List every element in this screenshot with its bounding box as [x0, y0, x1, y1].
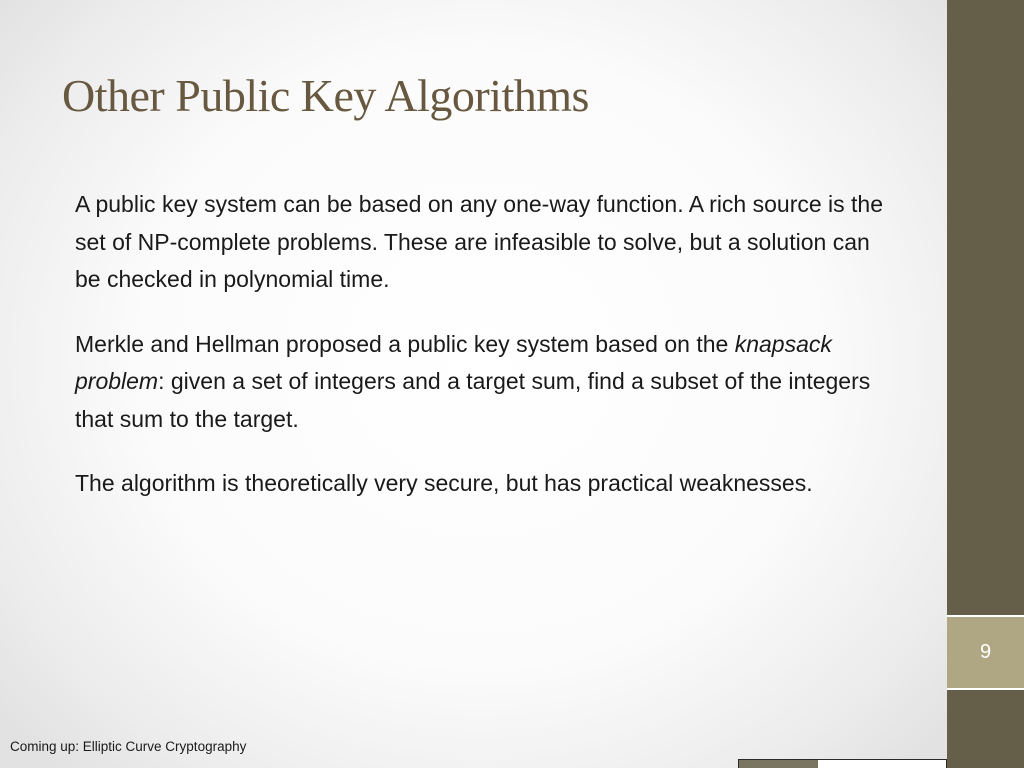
slide-progress-bar [738, 759, 947, 768]
paragraph-2-prefix: Merkle and Hellman proposed a public key system based on the [75, 330, 735, 357]
footer-coming-up-note: Coming up: Elliptic Curve Cryptography [10, 739, 247, 754]
knapsack-problem-term: knapsack problem [75, 330, 832, 394]
paragraph-2-suffix: : given a set of integers and a target sum, find a subset of the integers that sum to the target. [75, 368, 871, 432]
paragraph-one-way-functions: A public key system can be based on any one-way function. A rich source is the set of NP-complete problems. These are infeasible to solve, but a solution can be checked in polynomial time. [75, 191, 884, 292]
slide-title: Other Public Key Algorithms [62, 70, 589, 121]
paragraph-weaknesses: The algorithm is theoretically very secure, but has practical weaknesses. [75, 470, 813, 496]
paragraph-merkle-hellman [75, 326, 895, 439]
slide-progress-fill [739, 760, 818, 768]
page-number: 9 [947, 615, 1024, 690]
slide-body [75, 186, 895, 530]
